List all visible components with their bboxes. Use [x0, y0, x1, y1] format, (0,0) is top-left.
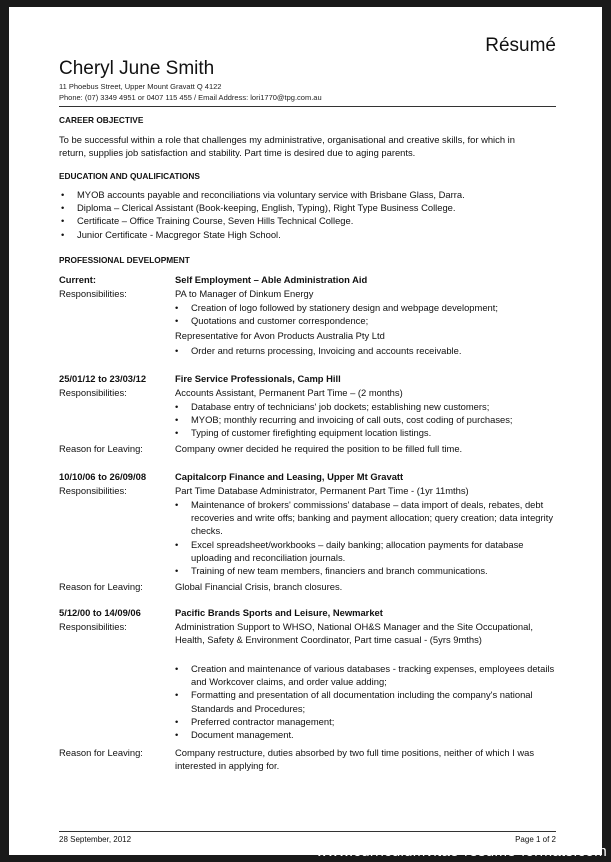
list-item: • Junior Certificate - Macgregor State High School.: [77, 228, 465, 241]
list-item: • Creation and maintenance of various databases - tracking expenses, employees details and Workcover claims, and order value adding;: [191, 662, 561, 688]
list-item: • Preferred contractor management;: [191, 715, 561, 728]
list-item: • Document management.: [191, 728, 561, 741]
job4-reason: Company restructure, duties absorbed by two full time positions, neither of which I was interested in applying for.: [175, 747, 535, 772]
job1-responsibilities-label: Responsibilities:: [59, 288, 127, 299]
job3-responsibilities-label: Responsibilities:: [59, 485, 127, 496]
list-item: • Order and returns processing, Invoicing and accounts receivable.: [191, 344, 561, 357]
career-objective-line2: return, supplies job satisfaction and stability. Part time is desired due to aging parents.: [59, 147, 416, 158]
job1-bullets2: [191, 344, 561, 357]
job4-bullets: [191, 662, 561, 741]
job4-title: Pacific Brands Sports and Leisure, Newmarket: [175, 607, 383, 618]
career-objective-line1: To be successful within a role that challenges my administrative, organisational and creative skills, for which in: [59, 134, 515, 145]
resume-label: Résumé: [485, 35, 556, 56]
education-heading: EDUCATION AND QUALIFICATIONS: [59, 171, 200, 181]
list-item: • Certificate – Office Training Course, Seven Hills Technical College.: [77, 214, 465, 227]
list-item: • MYOB accounts payable and reconciliations via voluntary service with Brisbane Glass, Darra.: [77, 188, 465, 201]
job4-role: Administration Support to WHSO, National OH&S Manager and the Site Occupational, Health, Safety & Environment Coordinator, Part time casual - (5yrs 9mths): [175, 621, 533, 646]
job1-role1: PA to Manager of Dinkum Energy: [175, 288, 314, 299]
job1-title: Self Employment – Able Administration Aid: [175, 274, 368, 285]
list-item: • Database entry of technicians' job dockets; establishing new customers;: [191, 400, 561, 413]
job2-title: Fire Service Professionals, Camp Hill: [175, 373, 341, 384]
list-item: • Quotations and customer correspondence;: [191, 314, 561, 327]
job4-date: 5/12/00 to 14/09/06: [59, 607, 141, 618]
footer-date: 28 September, 2012: [59, 835, 132, 844]
applicant-name: Cheryl June Smith: [59, 58, 215, 79]
job3-date: 10/10/06 to 26/09/08: [59, 471, 147, 482]
resume-page: [9, 7, 602, 855]
education-list: [77, 188, 465, 241]
job1-date: Current:: [59, 274, 96, 285]
job3-role: Part Time Database Administrator, Permanent Part Time - (1yr 11mths): [175, 485, 469, 496]
list-item: • MYOB; monthly recurring and invoicing of call outs, cost coding of purchases;: [191, 413, 561, 426]
job2-role: Accounts Assistant, Permanent Part Time – (2 months): [175, 387, 403, 398]
job2-responsibilities-label: Responsibilities:: [59, 387, 127, 398]
list-item: • Training of new team members, financiers and branch communications.: [191, 564, 561, 577]
header-rule: [59, 106, 556, 107]
address: 11 Phoebus Street, Upper Mount Gravatt Q 4122: [59, 82, 222, 91]
job1-role2: Representative for Avon Products Australia Pty Ltd: [175, 330, 385, 341]
career-objective-heading: CAREER OBJECTIVE: [59, 115, 144, 125]
list-item: • Typing of customer firefighting equipment location listings.: [191, 426, 561, 439]
job3-reason-label: Reason for Leaving:: [59, 581, 143, 592]
job4-responsibilities-label: Responsibilities:: [59, 621, 127, 632]
list-item: • Creation of logo followed by stationery design and webpage development;: [191, 301, 561, 314]
job2-bullets: [191, 400, 561, 440]
list-item: • Formatting and presentation of all documentation including the company's national Standards and Procedures;: [191, 688, 561, 714]
list-item: • Diploma – Clerical Assistant (Book-keeping, English, Typing), Right Type Business College.: [77, 201, 465, 214]
job3-bullets: [191, 498, 561, 577]
job1-bullets1: [191, 301, 561, 327]
job2-reason-label: Reason for Leaving:: [59, 443, 143, 454]
job4-reason-label: Reason for Leaving:: [59, 747, 143, 758]
footer-page-number: Page 1 of 2: [515, 835, 556, 844]
phone-email: Phone: (07) 3349 4951 or 0407 115 455 / Email Address: lori1770@tpg.com.au: [59, 93, 322, 102]
list-item: • Excel spreadsheet/workbooks – daily banking; allocation payments for database uploading and reconciliation journals.: [191, 538, 561, 564]
job2-reason: Company owner decided he required the position to be filled full time.: [175, 443, 463, 454]
job3-title: Capitalcorp Finance and Leasing, Upper Mt Gravatt: [175, 471, 404, 482]
job2-date: 25/01/12 to 23/03/12: [59, 373, 147, 384]
watermark: www.curriculumvitae-resume-formats.com: [316, 843, 607, 860]
list-item: • Maintenance of brokers' commissions' database – data import of deals, rebates, debt recoveries and write offs; banking and payment allocation; query creation; data integrity checks.: [191, 498, 561, 538]
job3-reason: Global Financial Crisis, branch closures.: [175, 581, 343, 592]
footer-rule: [59, 831, 556, 832]
professional-heading: PROFESSIONAL DEVELOPMENT: [59, 255, 190, 265]
